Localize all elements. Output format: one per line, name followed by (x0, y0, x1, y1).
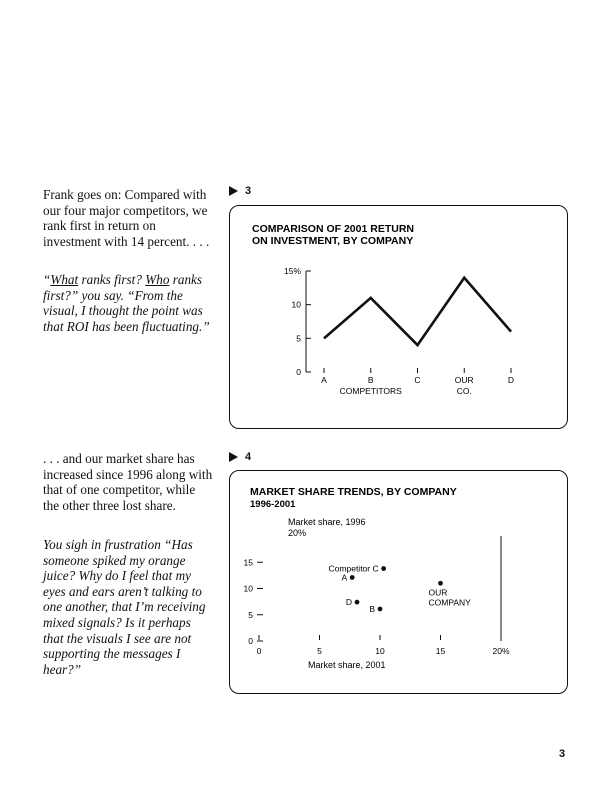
chart1-x-tick-label: OUR (454, 375, 474, 385)
chart2-point-label: A (341, 572, 348, 583)
chart2-subtitle: 1996-2001 (250, 499, 296, 510)
body-paragraph-1: Frank goes on: Compared with our four major competitors, we rank first in return on investment with 14 percent. . . . (43, 187, 210, 249)
chart2-point-label: OUR (428, 587, 448, 598)
chart2-point (378, 607, 383, 612)
figure-3-number: 3 (245, 185, 252, 197)
figure-4-panel (229, 470, 568, 694)
chart1-xlabel: COMPETITORS (339, 386, 402, 396)
chart2-point-label: D (345, 597, 353, 608)
chart2-title: MARKET SHARE TRENDS, BY COMPANY (250, 486, 457, 498)
chart1-y-tick-label: 0 (296, 367, 301, 377)
quote-open: “ (43, 272, 51, 287)
triangle-marker-icon (229, 186, 238, 196)
market-share-scatter-chart (230, 471, 567, 693)
chart2-point (381, 566, 386, 571)
body-paragraph-2 (43, 272, 213, 334)
chart2-xlabel: Market share, 2001 (308, 660, 386, 670)
body-paragraph-3: . . . and our market share has increased since 1996 along with that of one competitor, while the other three lost share. (43, 451, 213, 513)
chart2-point (438, 581, 443, 586)
chart2-y-tick-label: 0 (248, 636, 253, 646)
para2-rest: ranks first?” you say. “From the visual, I thought the point was that ROI has been fluctuating.” (43, 272, 210, 334)
chart2-x-tick-label: 20% (492, 646, 510, 656)
chart2-y-tick-label: 5 (248, 609, 253, 620)
chart2-point-label: COMPANY (428, 597, 471, 608)
chart2-point-label: B (369, 603, 375, 614)
figure-3-label (229, 185, 251, 197)
figure-4-number: 4 (245, 451, 252, 463)
chart1-title-line2: ON INVESTMENT, BY COMPANY (252, 235, 414, 247)
chart1-title-line1: COMPARISON OF 2001 RETURN (252, 223, 414, 235)
chart1-x-tick-label: D (507, 375, 515, 385)
emphasis-who: Who (145, 272, 170, 287)
chart1-y-tick-label: 15% (283, 266, 301, 276)
chart1-y-tick-label: 5 (296, 333, 301, 344)
para2-mid: ranks first? (78, 272, 146, 287)
chart2-point-label: Competitor C (328, 563, 379, 574)
triangle-marker-icon (229, 452, 238, 462)
chart1-roi-series-line (324, 278, 511, 345)
chart1-x-tick-label: B (367, 375, 374, 385)
roi-line-chart (230, 206, 567, 428)
figure-4-label (229, 451, 251, 463)
chart1-y-tick-label: 10 (291, 299, 301, 310)
chart2-y-tick-label: 10 (243, 583, 253, 594)
chart2-x-tick-label: 0 (256, 646, 262, 656)
figure-3-panel (229, 205, 568, 429)
chart2-x-tick-label: 10 (375, 646, 385, 656)
chart2-point (355, 600, 360, 605)
chart1-x-tick-label: C (414, 375, 421, 385)
chart1-x-tick-sublabel: CO. (456, 386, 472, 396)
emphasis-what: What (50, 272, 79, 287)
page-number: 3 (559, 748, 566, 760)
chart2-x-tick-label: 15 (435, 646, 446, 656)
chart2-y-tick-label: 15 (243, 557, 253, 568)
chart1-x-tick-label: A (321, 375, 327, 385)
chart2-x-tick-label: 5 (317, 646, 322, 656)
body-paragraph-4: You sigh in frustration “Has someone spiked my orange juice? Why do I feel that my eyes and ears aren’t talking to one another, that I’m receiving mixed signals? Is it perhaps that the visuals I see are not supporting the messages I hear?” (43, 537, 206, 677)
chart2-ylabel-unit: 20% (288, 528, 307, 538)
chart2-ylabel: Market share, 1996 (288, 517, 366, 527)
chart2-point (350, 575, 355, 580)
